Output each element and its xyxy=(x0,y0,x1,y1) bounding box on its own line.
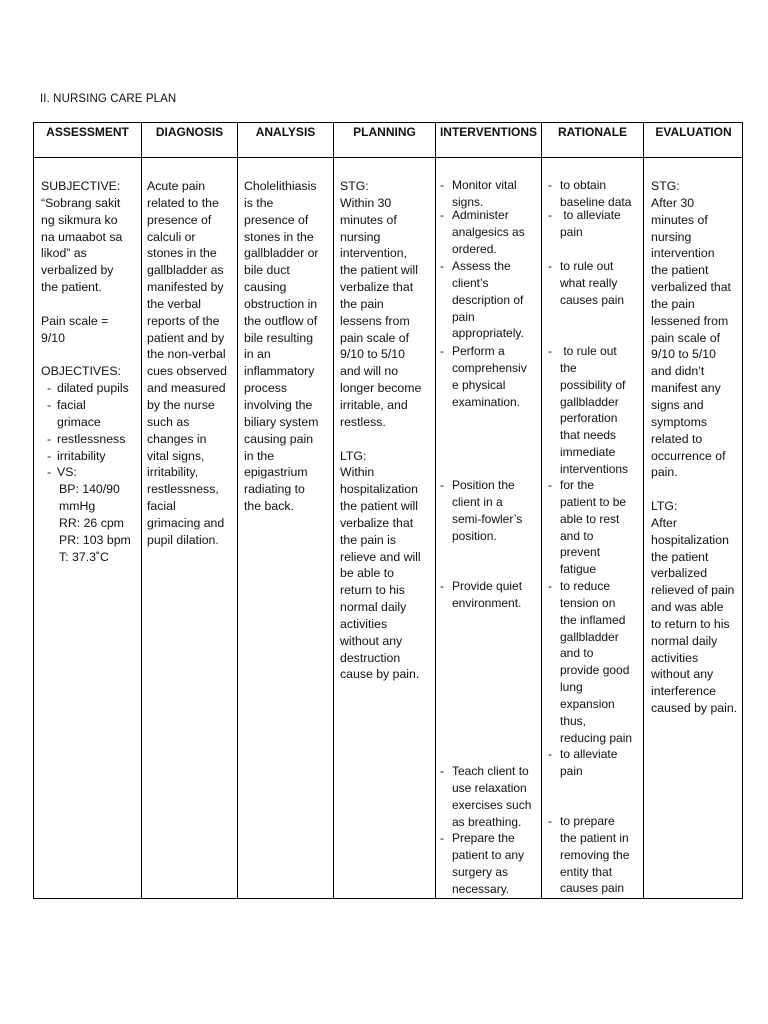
evaluation-stg-line: related to xyxy=(651,431,703,446)
column-divider xyxy=(643,123,644,898)
intervention-item: - Prepare the patient to any surgery as necessary. xyxy=(440,831,525,896)
nursing-care-plan-table xyxy=(33,122,743,899)
intervention-item: - Monitor vital signs. xyxy=(440,178,517,209)
evaluation-cell xyxy=(651,178,737,717)
assessment-cell xyxy=(41,178,131,565)
header-rationale: RATIONALE xyxy=(557,125,628,139)
analysis-line: in the xyxy=(244,448,275,463)
planning-ltg-line: hospitalization xyxy=(340,482,418,497)
diagnosis-line: and measured xyxy=(147,381,226,396)
header-diagnosis: DIAGNOSIS xyxy=(155,125,224,139)
evaluation-stg-line: the pain xyxy=(651,296,695,311)
diagnosis-line: the non-verbal xyxy=(147,347,226,362)
diagnosis-line: pupil dilation. xyxy=(147,532,219,547)
subjective-quote-line: verbalized by xyxy=(41,263,114,278)
planning-stg-line: Within 30 xyxy=(340,195,392,210)
diagnosis-line: presence of xyxy=(147,212,212,227)
column-divider xyxy=(333,123,334,898)
rationale-item: - to alleviate pain xyxy=(548,747,618,778)
column-divider xyxy=(237,123,238,898)
rationale-item: - to rule out the possibility of gallbladder perforation that needs immediate interventions xyxy=(548,344,629,476)
subjective-quote-line: ng sikmura ko xyxy=(41,212,118,227)
diagnosis-line: stones in the xyxy=(147,246,217,261)
evaluation-ltg-line: interference xyxy=(651,684,716,699)
intervention-item: - Assess the client’s description of pain appropriately. xyxy=(440,259,524,341)
planning-stg-line: minutes of xyxy=(340,212,397,227)
planning-ltg-line: the patient will xyxy=(340,499,418,514)
diagnosis-line: restlessness, xyxy=(147,482,219,497)
evaluation-ltg-line: verbalized xyxy=(651,566,708,581)
evaluation-stg-line: pain scale of xyxy=(651,330,721,345)
planning-ltg-line: without any xyxy=(340,633,403,648)
rationale-item: - to obtain baseline data xyxy=(548,178,632,209)
planning-stg-line: irritable, and xyxy=(340,397,408,412)
header-assessment: ASSESSMENT xyxy=(46,125,129,139)
planning-ltg-line: verbalize that xyxy=(340,515,414,530)
analysis-line: stones in the xyxy=(244,229,314,244)
evaluation-stg-line: minutes of xyxy=(651,212,708,227)
evaluation-stg-line: 9/10 to 5/10 xyxy=(651,347,716,362)
diagnosis-line: grimacing and xyxy=(147,515,225,530)
diagnosis-line: related to the xyxy=(147,195,219,210)
evaluation-stg-line: intervention xyxy=(651,246,715,261)
planning-ltg-line: the pain is xyxy=(340,532,397,547)
evaluation-stg-line: After 30 xyxy=(651,195,695,210)
planning-stg-line: longer become xyxy=(340,381,422,396)
analysis-line: presence of xyxy=(244,212,309,227)
analysis-line: the back. xyxy=(244,499,294,514)
evaluation-ltg-line: normal daily xyxy=(651,633,718,648)
diagnosis-line: patient and by xyxy=(147,330,225,345)
analysis-line: involving the xyxy=(244,397,313,412)
intervention-item: - Teach client to use relaxation exercises such as breathing. xyxy=(440,764,532,829)
column-divider xyxy=(435,123,436,898)
diagnosis-line: cues observed xyxy=(147,364,227,379)
evaluation-stg-label: STG: xyxy=(651,179,680,193)
analysis-line: radiating to xyxy=(244,482,305,497)
diagnosis-line: such as xyxy=(147,414,190,429)
evaluation-ltg-line: without any xyxy=(651,667,714,682)
evaluation-ltg-line: hospitalization xyxy=(651,532,729,547)
planning-stg-line: and will no xyxy=(340,364,399,379)
objectives-label: OBJECTIVES: xyxy=(41,364,121,379)
analysis-line: Cholelithiasis xyxy=(244,179,317,193)
analysis-line: process xyxy=(244,381,288,396)
diagnosis-line: gallbladder as xyxy=(147,263,224,278)
evaluation-ltg-line: the patient xyxy=(651,549,709,564)
analysis-line: bile resulting xyxy=(244,330,314,345)
diagnosis-line: by the nurse xyxy=(147,397,215,412)
analysis-line: the outflow of xyxy=(244,313,318,328)
planning-ltg-line: destruction xyxy=(340,650,401,665)
rationale-item: - to reduce tension on the inflamed gallbladder and to provide good lung expansion thus, reducing pain xyxy=(548,579,633,745)
planning-ltg-line: activities xyxy=(340,616,388,631)
pain-scale-line: 9/10 xyxy=(41,330,65,345)
vital-sign: mmHg xyxy=(59,499,96,514)
evaluation-stg-line: manifest any xyxy=(651,381,721,396)
objective-item: - irritability xyxy=(47,448,106,463)
evaluation-stg-line: verbalized that xyxy=(651,280,731,295)
planning-ltg-line: relieve and will xyxy=(340,549,421,564)
planning-ltg-line: return to his xyxy=(340,583,405,598)
objective-item: - VS: xyxy=(47,465,77,480)
diagnosis-line: Acute pain xyxy=(147,179,206,193)
evaluation-stg-line: the patient xyxy=(651,263,709,278)
evaluation-stg-line: symptoms xyxy=(651,414,708,429)
header-planning: PLANNING xyxy=(353,125,416,139)
rationale-item: - for the patient to be able to rest and to prevent fatigue xyxy=(548,478,627,577)
analysis-line: epigastrium xyxy=(244,465,308,480)
vital-sign: RR: 26 cpm xyxy=(59,515,124,530)
intervention-item: - Provide quiet environment. xyxy=(440,579,523,610)
column-divider xyxy=(141,123,142,898)
evaluation-stg-line: occurrence of xyxy=(651,448,726,463)
evaluation-ltg-line: After xyxy=(651,515,677,530)
objective-item: - restlessness xyxy=(47,431,126,446)
analysis-line: gallbladder or xyxy=(244,246,319,261)
planning-stg-label: STG: xyxy=(340,179,369,193)
planning-stg-line: 9/10 to 5/10 xyxy=(340,347,405,362)
intervention-item: - Administer analgesics as ordered. xyxy=(440,208,525,256)
objective-item: - dilated pupils xyxy=(47,381,129,396)
diagnosis-line: reports of the xyxy=(147,313,220,328)
analysis-line: biliary system xyxy=(244,414,319,429)
analysis-line: inflammatory xyxy=(244,364,315,379)
diagnosis-line: manifested by xyxy=(147,280,224,295)
planning-stg-line: nursing xyxy=(340,229,381,244)
subjective-quote-line: likod” as xyxy=(41,246,87,261)
column-divider xyxy=(541,123,542,898)
evaluation-ltg-line: and was able xyxy=(651,600,724,615)
vital-sign: PR: 103 bpm xyxy=(59,532,131,547)
planning-stg-line: the patient will xyxy=(340,263,418,278)
evaluation-stg-line: nursing xyxy=(651,229,692,244)
subjective-quote-line: “Sobrang sakit xyxy=(41,195,121,210)
subjective-label: SUBJECTIVE: xyxy=(41,179,121,193)
planning-ltg-line: Within xyxy=(340,465,375,480)
evaluation-ltg-label: LTG: xyxy=(651,499,678,514)
evaluation-stg-line: signs and xyxy=(651,397,704,412)
rationale-item: - to alleviate pain xyxy=(548,208,621,239)
subjective-quote-line: na umaabot sa xyxy=(41,229,123,244)
vital-sign: BP: 140/90 xyxy=(59,482,120,497)
diagnosis-line: calculi or xyxy=(147,229,196,244)
evaluation-ltg-line: relieved of pain xyxy=(651,583,735,598)
subjective-quote-line: the patient. xyxy=(41,280,102,295)
rationale-item: - to rule out what really causes pain xyxy=(548,259,625,307)
planning-stg-line: intervention, xyxy=(340,246,407,261)
evaluation-ltg-line: caused by pain. xyxy=(651,701,738,716)
planning-ltg-line: be able to xyxy=(340,566,395,581)
analysis-cell xyxy=(244,178,319,515)
evaluation-stg-line: lessened from xyxy=(651,313,729,328)
planning-stg-line: the pain xyxy=(340,296,384,311)
analysis-line: obstruction in xyxy=(244,296,318,311)
diagnosis-line: facial xyxy=(147,499,176,514)
planning-ltg-label: LTG: xyxy=(340,448,367,463)
diagnosis-line: the verbal xyxy=(147,296,202,311)
analysis-line: causing xyxy=(244,280,287,295)
objective-item: - facial grimace xyxy=(47,397,101,429)
analysis-line: in an xyxy=(244,347,271,362)
diagnosis-cell xyxy=(147,178,227,549)
planning-stg-line: lessens from xyxy=(340,313,410,328)
intervention-item: - Position the client in a semi-fowler’s position. xyxy=(440,478,523,543)
header-interventions: INTERVENTIONS xyxy=(439,125,538,139)
planning-stg-line: restless. xyxy=(340,414,386,429)
diagnosis-line: vital signs, xyxy=(147,448,205,463)
analysis-line: causing pain xyxy=(244,431,314,446)
planning-ltg-line: cause by pain. xyxy=(340,667,420,682)
analysis-line: bile duct xyxy=(244,263,290,278)
vital-sign: T: 37.3˚C xyxy=(59,549,109,564)
evaluation-ltg-line: to return to his xyxy=(651,616,730,631)
rationale-item: - to prepare the patient in removing the entity that causes pain xyxy=(548,814,630,896)
planning-stg-line: verbalize that xyxy=(340,280,414,295)
header-evaluation: EVALUATION xyxy=(655,125,732,139)
planning-ltg-line: normal daily xyxy=(340,600,407,615)
diagnosis-line: changes in xyxy=(147,431,207,446)
evaluation-ltg-line: activities xyxy=(651,650,699,665)
diagnosis-line: irritability, xyxy=(147,465,199,480)
evaluation-stg-line: pain. xyxy=(651,465,678,480)
planning-stg-line: pain scale of xyxy=(340,330,410,345)
section-title: II. NURSING CARE PLAN xyxy=(40,93,177,105)
header-analysis: ANALYSIS xyxy=(255,125,316,139)
intervention-item: - Perform a comprehensiv e physical examination. xyxy=(440,344,527,409)
pain-scale-line: Pain scale = xyxy=(41,313,109,328)
header-divider xyxy=(34,157,742,158)
planning-cell xyxy=(340,178,421,683)
evaluation-stg-line: and didn’t xyxy=(651,364,705,379)
analysis-line: is the xyxy=(244,195,274,210)
